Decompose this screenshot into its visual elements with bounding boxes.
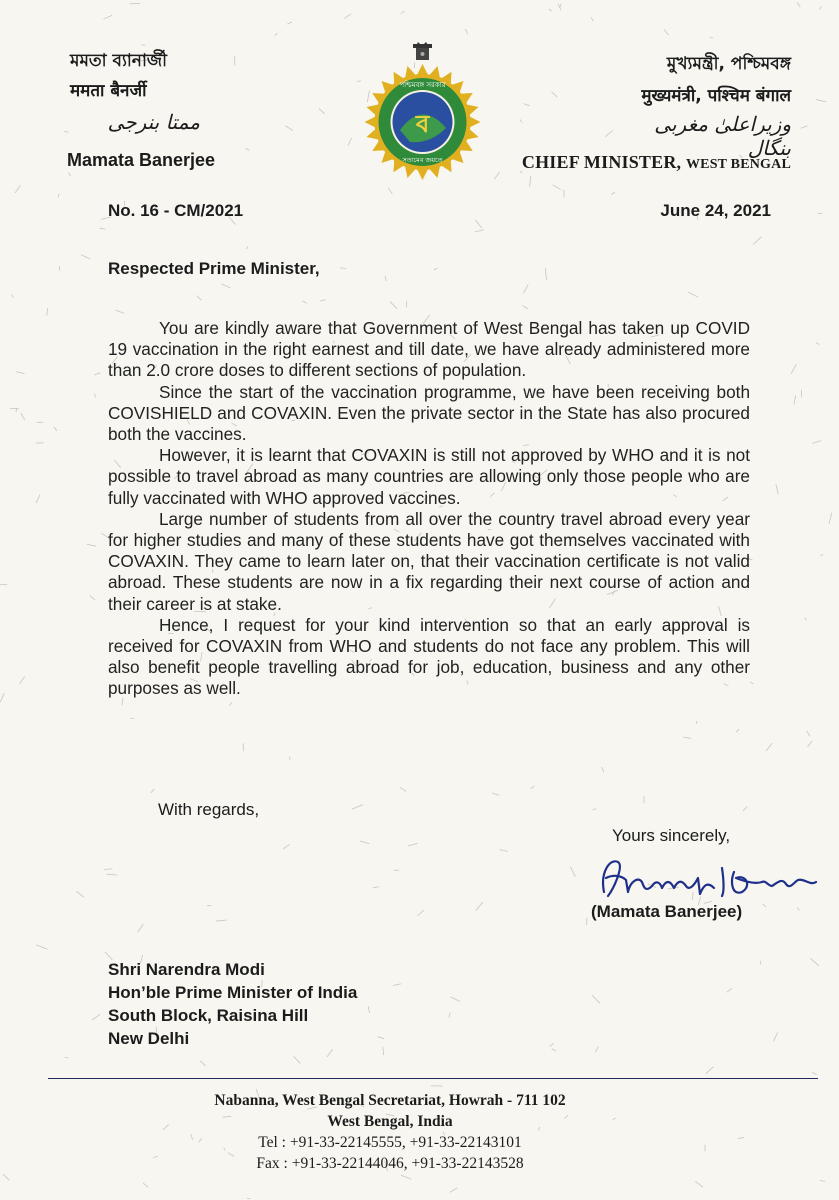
paper-fibre [11,294,13,297]
paper-fibre [15,185,20,193]
paper-fibre [552,92,558,97]
addressee-line: New Delhi [108,1029,190,1048]
paper-fibre [450,1188,457,1192]
paper-fibre [320,300,326,301]
paper-fibre [352,805,363,809]
paper-fibre [753,237,761,245]
paper-fibre [797,2,800,7]
paper-fibre [451,997,461,1002]
letter-body [108,318,750,700]
paper-fibre [805,617,806,620]
paper-fibre [104,869,112,870]
paper-fibre [727,988,732,992]
body-paragraph: Hence, I request for your kind intervention so that an early approval is received for COVAXIN from WHO and students do not face any problem. This will also benefit people travelling abroad for job, education, business and any other purposes as well. [108,614,750,699]
paper-fibre [92,1014,100,1020]
paper-fibre [522,305,528,309]
paper-fibre [810,958,819,965]
addressee-line: South Block, Raisina Hill [108,1006,309,1025]
paper-fibre [664,29,668,35]
paper-fibre [385,276,386,281]
paper-fibre [602,767,604,772]
sign-off: Yours sincerely, [612,826,731,845]
closing-regards: With regards, [158,800,260,819]
paper-fibre [605,130,613,136]
paper-fibre [816,343,819,345]
name-urdu: ممتا بنرجی [107,110,200,134]
svg-text:পশ্চিমবঙ্গ সরকার: পশ্চিমবঙ্গ সরকার [399,81,446,89]
paper-fibre [200,1061,205,1066]
paper-fibre [340,268,346,269]
paper-fibre [47,308,48,315]
footer-divider [48,1078,818,1079]
name-bengali: মমতা ব্যানার্জী [70,51,167,71]
paper-fibre [808,741,813,747]
paper-fibre [368,1006,369,1013]
paper-fibre [465,29,468,34]
paper-fibre [99,228,105,229]
paper-fibre [816,100,826,102]
paper-fibre [87,544,97,546]
body-paragraph: Since the start of the vaccination programme, we have been receiving both COVISHIELD and COVAXIN. Even the private sector in the State has also procured both the vaccines. [108,381,750,445]
paper-fibre [736,729,739,732]
paper-fibre [197,296,201,301]
paper-fibre [696,721,697,724]
paper-fibre [229,702,232,705]
paper-fibre [738,1138,744,1139]
paper-fibre [65,1057,69,1058]
paper-fibre [151,789,154,793]
paper-fibre [611,192,615,194]
paper-fibre [76,891,84,897]
signature-image [596,852,821,907]
paper-fibre [812,1072,816,1075]
paper-fibre [143,1183,148,1188]
paper-fibre [797,907,799,910]
footer [190,1090,590,1174]
paper-fibre [492,793,499,795]
paper-fibre [520,119,522,122]
paper-fibre [710,37,713,38]
paper-fibre [36,945,47,949]
title-hindi: मुख्यमंत्री, पश्चिम बंगाल [641,86,791,106]
addressee-line: Hon’ble Prime Minister of India [108,983,358,1002]
paper-fibre [401,1175,411,1179]
paper-fibre [130,718,134,719]
paper-fibre [613,1118,616,1120]
paper-fibre [530,176,531,187]
addressee-line: Shri Narendra Modi [108,960,265,979]
paper-fibre [683,737,691,738]
title-english-main: CHIEF MINISTER, [521,152,682,172]
paper-fibre [294,1056,301,1063]
paper-fibre [688,292,698,297]
paper-fibre [550,1044,554,1047]
title-bengali: মুখ্যমন্ত্রী, পশ্চিমবঙ্গ [666,54,791,74]
paper-fibre [801,126,808,128]
paper-fibre [388,188,392,194]
paper-fibre [153,1156,158,1157]
footer-address-line: West Bengal, India [327,1113,453,1130]
paper-fibre [820,1180,825,1181]
paper-fibre [475,230,484,232]
paper-fibre [449,1012,451,1017]
paper-fibre [393,984,401,986]
body-paragraph: Large number of students from all over the country travel abroad every year for higher studies and many of these students have got themselves vaccinated with COVAXIN. They came to learn later on, that their vaccination certificate is not valid abroad. These students are now in a fix regarding their next course of action and their career is at stake. [108,508,750,614]
paper-fibre [107,874,118,875]
paper-fibre [807,731,810,736]
paper-fibre [383,1047,384,1055]
paper-fibre [706,1067,714,1074]
name-hindi: ममता बैनर्जी [70,81,147,101]
paper-fibre [401,11,405,13]
paper-fibre [348,138,352,145]
paper-fibre [773,1032,777,1041]
paper-fibre [791,364,796,373]
footer-address-line: Nabanna, West Bengal Secretariat, Howrah - 711 102 [214,1092,566,1109]
paper-fibre [776,484,779,494]
paper-fibre [36,495,40,503]
paper-fibre [750,682,753,684]
paper-fibre [552,1049,556,1051]
paper-fibre [216,920,227,921]
paper-fibre [54,427,57,431]
paper-fibre [302,301,306,304]
salutation: Respected Prime Minister, [108,259,320,278]
paper-fibre [81,255,90,259]
paper-fibre [246,247,248,250]
paper-fibre [377,1037,384,1039]
paper-fibre [275,33,277,36]
name-english: Mamata Banerjee [67,150,216,170]
paper-fibre [400,787,406,791]
paper-fibre [524,104,530,106]
paper-fibre [138,924,144,932]
paper-fibre [0,693,4,702]
paper-fibre [222,284,231,288]
paper-fibre [593,809,596,810]
paper-fibre [820,6,822,10]
paper-fibre [408,843,418,846]
signer-name: (Mamata Banerjee) [591,902,743,921]
paper-fibre [475,220,481,228]
paper-fibre [592,995,600,1003]
paper-fibre [10,408,19,409]
paper-fibre [390,302,397,309]
paper-fibre [285,126,293,131]
paper-fibre [500,850,508,852]
paper-fibre [64,131,69,132]
paper-fibre [494,172,500,179]
paper-fibre [327,1049,333,1057]
paper-fibre [3,1174,9,1180]
paper-fibre [16,372,24,374]
paper-fibre [283,844,290,848]
body-paragraph: You are kindly aware that Government of West Bengal has taken up COVID 19 vaccination in the right earnest and till date, we have already administered more than 2.0 crore doses to different sections of population. [108,318,750,381]
paper-fibre [476,902,483,911]
paper-fibre [418,910,424,915]
paper-fibre [591,18,593,22]
paper-fibre [553,185,561,190]
letter-date: June 24, 2021 [660,201,771,220]
paper-fibre [743,806,747,811]
svg-text:সত্যমেব জয়তে: সত্যমেব জয়তে [402,156,443,164]
paper-fibre [829,513,832,524]
paper-fibre [531,786,535,789]
paper-fibre [21,413,25,420]
title-urdu: وزیراعلیٰ مغربی بنگال [654,112,791,160]
paper-fibre [95,394,96,398]
title-english-state: WEST BENGAL [685,157,791,172]
paper-fibre [434,268,438,270]
paper-fibre [545,268,546,280]
paper-fibre [163,1125,169,1131]
paper-fibre [115,310,124,313]
paper-fibre [360,841,370,844]
paper-fibre [820,554,823,555]
addressee-block [108,958,357,1050]
paper-fibre [794,395,796,404]
body-paragraph: However, it is learnt that COVAXIN is still not approved by WHO and it is not possible to travel abroad as many countries are allowing only those people who are fully vaccinated with WHO approved vaccines. [108,445,750,508]
paper-fibre [69,173,71,177]
paper-fibre [595,1046,598,1051]
paper-fibre [570,867,575,877]
paper-fibre [319,109,325,114]
paper-fibre [246,148,249,150]
reference-number: No. 16 - CM/2021 [108,201,244,220]
paper-fibre [90,596,95,600]
paper-fibre [94,373,101,375]
paper-fibre [103,15,112,19]
west-bengal-emblem-icon [360,40,485,180]
paper-fibre [287,22,292,24]
paper-fibre [19,677,24,685]
footer-fax: Fax : +91-33-22144046, +91-33-22143528 [256,1155,524,1172]
paper-fibre [695,1181,703,1187]
paper-fibre [290,757,291,761]
paper-fibre [373,887,379,888]
title-english [522,152,791,173]
paper-fibre [523,284,528,293]
footer-telephone: Tel : +91-33-22145555, +91-33-22143101 [258,1134,522,1151]
paper-fibre [766,743,772,751]
svg-text:ব: ব [415,110,430,138]
paper-fibre [344,14,351,19]
paper-fibre [812,441,821,444]
paper-fibre [58,194,59,198]
paper-fibre [549,9,552,11]
